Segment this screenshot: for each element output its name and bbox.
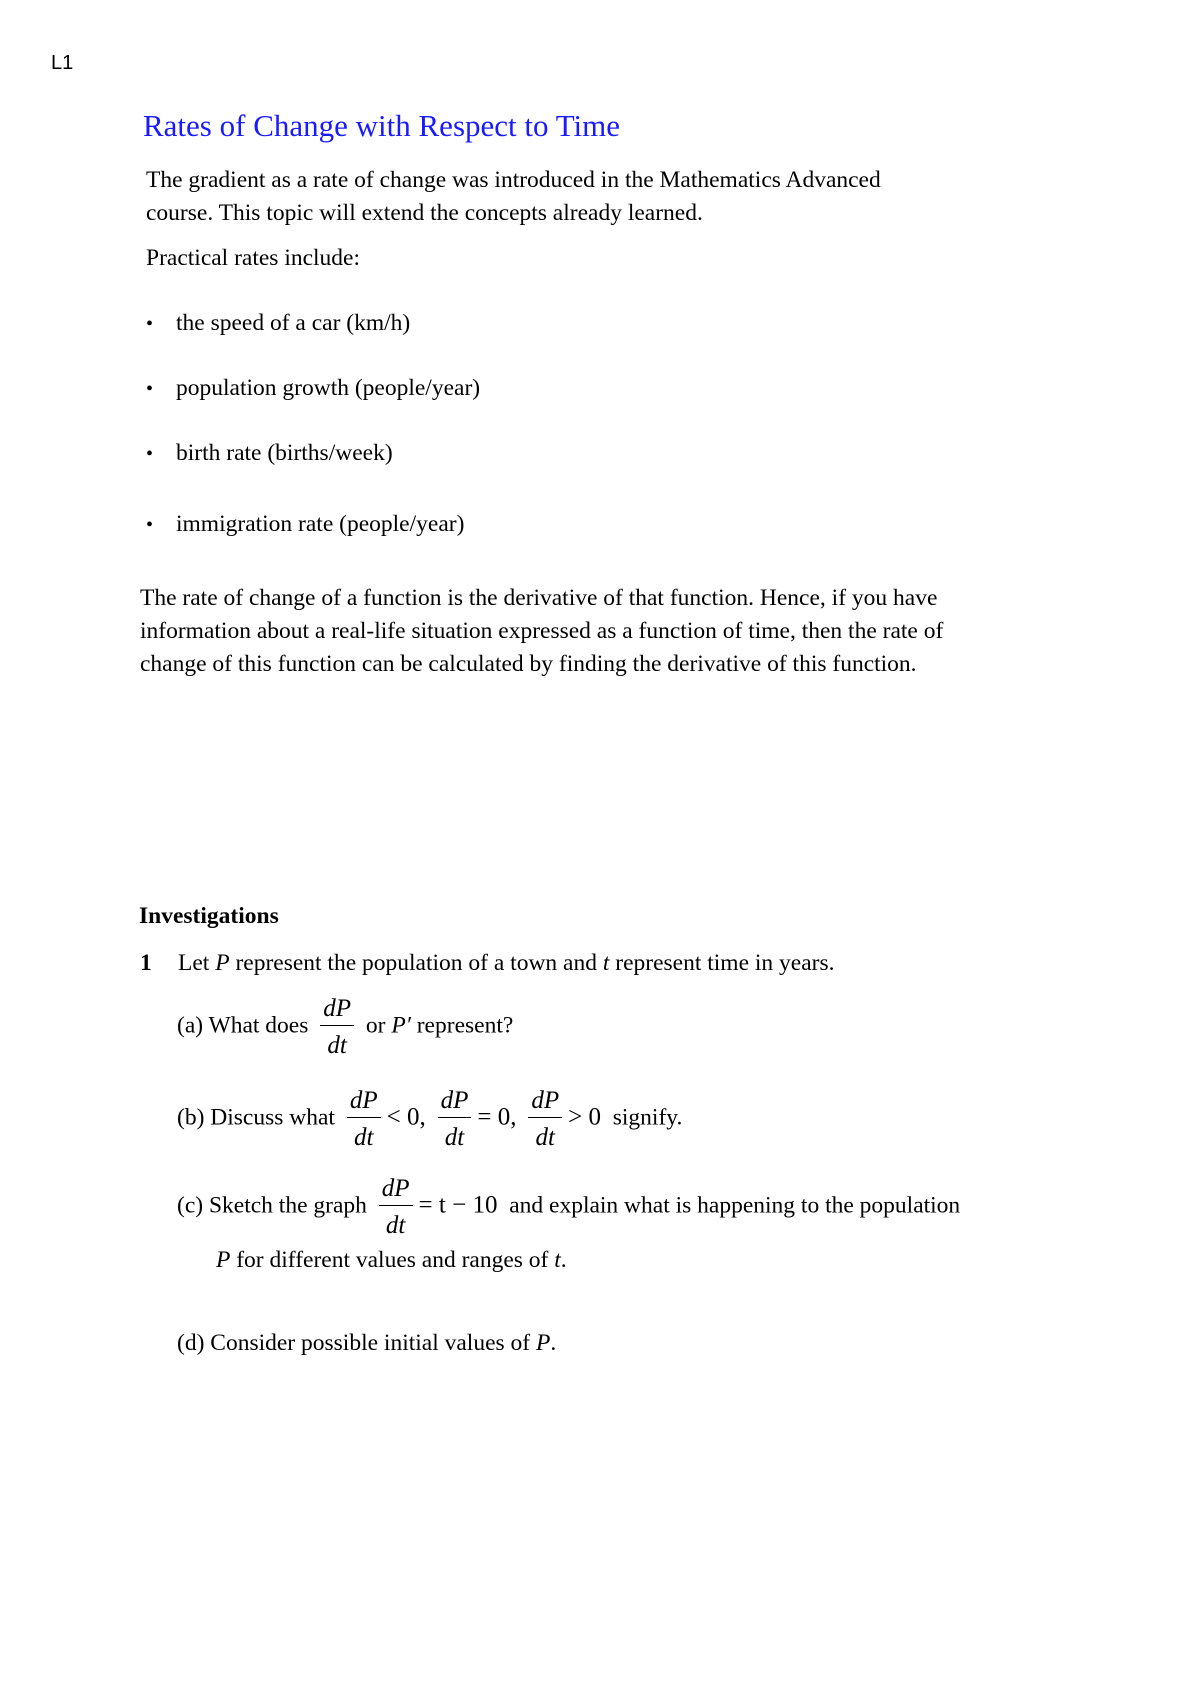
part-label: (b) Discuss what bbox=[177, 1104, 335, 1131]
fraction-numerator: dP bbox=[347, 1088, 381, 1118]
list-item-text: the speed of a car (km/h) bbox=[176, 310, 411, 336]
intro-line: course. This topic will extend the concepts already learned. bbox=[146, 200, 703, 226]
list-item bbox=[146, 511, 464, 538]
summary-line: The rate of change of a function is the derivative of that function. Hence, if you have bbox=[140, 585, 938, 611]
part-text: . bbox=[550, 1330, 557, 1356]
p-prime: P′ bbox=[391, 1012, 411, 1039]
variable-p: P bbox=[215, 950, 230, 976]
practical-heading: Practical rates include: bbox=[146, 245, 361, 271]
fraction-numerator: dP bbox=[320, 996, 354, 1026]
summary-line: information about a real-life situation expressed as a function of time, then the rate of bbox=[140, 618, 944, 644]
relation-less: < 0, bbox=[386, 1103, 426, 1131]
variable-p: P bbox=[535, 1330, 551, 1356]
list-item-text: birth rate (births/week) bbox=[176, 440, 393, 466]
question-1b bbox=[177, 1088, 682, 1150]
page-title: Rates of Change with Respect to Time bbox=[143, 108, 621, 143]
question-1 bbox=[140, 950, 835, 977]
fraction-denominator: dt bbox=[353, 1124, 374, 1151]
fraction-denominator: dt bbox=[385, 1212, 406, 1239]
bullet-icon: • bbox=[146, 378, 154, 400]
variable-t: t bbox=[602, 950, 610, 976]
summary-paragraph bbox=[140, 582, 1080, 681]
bullet-icon: • bbox=[146, 313, 154, 335]
part-text: signify. bbox=[612, 1104, 683, 1131]
derivative-fraction bbox=[528, 1088, 562, 1150]
question-text: represent time in years. bbox=[609, 950, 835, 976]
question-number: 1 bbox=[140, 950, 152, 976]
part-label: (a) What does bbox=[177, 1012, 309, 1039]
list-item bbox=[146, 440, 393, 467]
question-1c bbox=[177, 1176, 960, 1238]
fraction-numerator: dP bbox=[379, 1176, 413, 1206]
fraction-denominator: dt bbox=[327, 1032, 347, 1059]
intro-paragraph bbox=[146, 164, 1026, 230]
list-item bbox=[146, 310, 410, 337]
fraction-numerator: dP bbox=[528, 1088, 562, 1118]
part-text: represent? bbox=[416, 1012, 514, 1039]
question-1c-continued bbox=[216, 1247, 567, 1274]
fraction-numerator: dP bbox=[438, 1088, 472, 1118]
part-text: and explain what is happening to the population bbox=[509, 1192, 961, 1219]
investigations-heading: Investigations bbox=[139, 903, 279, 929]
list-item-text: population growth (people/year) bbox=[176, 375, 481, 401]
part-text: (d) Consider possible initial values of bbox=[177, 1330, 536, 1356]
bullet-icon: • bbox=[146, 514, 154, 536]
equation-rhs: = t − 10 bbox=[418, 1191, 498, 1219]
intro-line: The gradient as a rate of change was introduced in the Mathematics Advanced bbox=[146, 167, 881, 193]
relation-equal: = 0, bbox=[477, 1103, 517, 1131]
question-1a bbox=[177, 996, 513, 1058]
list-item-text: immigration rate (people/year) bbox=[176, 511, 465, 537]
question-text: represent the population of a town and bbox=[229, 950, 603, 976]
derivative-fraction bbox=[438, 1088, 472, 1150]
fraction-denominator: dt bbox=[444, 1124, 465, 1151]
question-1d bbox=[177, 1330, 556, 1357]
variable-p: P bbox=[216, 1247, 231, 1273]
summary-line: change of this function can be calculated by finding the derivative of this function. bbox=[140, 651, 917, 677]
part-text: . bbox=[560, 1247, 567, 1273]
question-text: Let bbox=[178, 950, 216, 976]
part-text: or bbox=[365, 1012, 386, 1039]
list-item bbox=[146, 375, 480, 402]
relation-greater: > 0 bbox=[568, 1103, 601, 1131]
bullet-icon: • bbox=[146, 443, 154, 465]
derivative-fraction bbox=[379, 1176, 413, 1238]
fraction-denominator: dt bbox=[535, 1124, 555, 1151]
part-text: for different values and ranges of bbox=[230, 1247, 555, 1273]
part-label: (c) Sketch the graph bbox=[177, 1192, 367, 1219]
page-label: L1 bbox=[51, 52, 74, 74]
variable-t: t bbox=[554, 1247, 561, 1273]
derivative-fraction bbox=[320, 996, 354, 1058]
derivative-fraction bbox=[347, 1088, 381, 1150]
